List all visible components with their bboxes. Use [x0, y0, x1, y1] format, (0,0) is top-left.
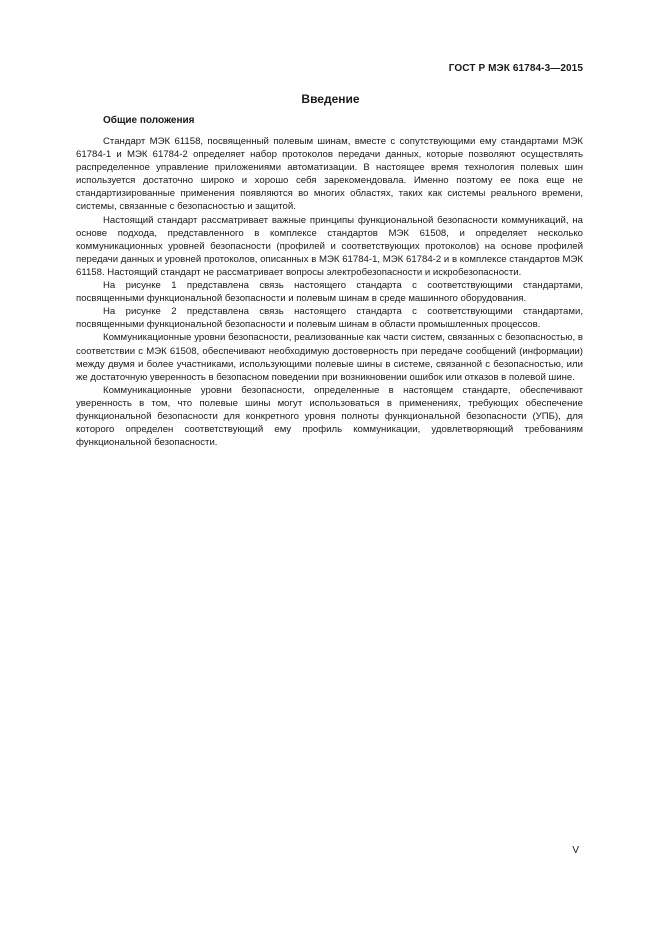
- subsection-title: Общие положения: [103, 115, 195, 126]
- paragraph: Коммуникационные уровни безопасности, реализованные как части систем, связанных с безопасностью, в соответствии с МЭК 61508, обеспечивают необходимую достоверность при передаче сообщений (информации) между двумя и более участниками, использующими полевые шины в системе, связанной с безопасностью, или же достаточную уверенность в безопасном поведении при возникновении ошибок или отказов в полевой шине.: [76, 332, 583, 383]
- paragraph: Стандарт МЭК 61158, посвященный полевым шинам, вместе с сопутствующими ему стандартами МЭК 61784-1 и МЭК 61784-2 определяет набор протоколов передачи данных, которые позволяют осуществлять распределенное управление приложениями автоматизации. В настоящее время технология полевых шин используется достаточно широко и хорошо себя зарекомендовала. Именно поэтому ее пока еще не стандартизированные применения появляются во многих областях, таких как системы реального времени, системы, связанные с безопасностью и защитой.: [76, 136, 583, 213]
- paragraph: Коммуникационные уровни безопасности, определенные в настоящем стандарте, обеспечивают уверенность в том, что полевые шины могут использоваться в применениях, требующих обеспечение функциональной безопасности для конкретного уровня полноты функциональной безопасности (УПБ), для которого определен соответствующий ему профиль коммуникации, удовлетворяющий требованиям функциональной безопасности.: [76, 384, 583, 449]
- standard-header: ГОСТ Р МЭК 61784-3—2015: [448, 63, 583, 74]
- page-number: V: [572, 845, 579, 856]
- paragraph: Настоящий стандарт рассматривает важные принципы функциональной безопасности коммуникаций, на основе подхода, представленного в комплексе стандартов МЭК 61508, и определяет несколько коммуникационных уровней безопасности (профилей и соответствующих протоколов) на основе профилей передачи данных и уровней протоколов, описанных в МЭК 61784-1, МЭК 61784-2 и в комплексе стандартов МЭК 61158. Настоящий стандарт не рассматривает вопросы электробезопасности и искробезопасности.: [76, 214, 583, 278]
- section-title: Введение: [301, 92, 360, 106]
- paragraph: На рисунке 2 представлена связь настоящего стандарта с соответствующими стандартами, посвященными функциональной безопасности и полевым шинам в области промышленных процессов.: [76, 306, 583, 331]
- paragraph: На рисунке 1 представлена связь настоящего стандарта с соответствующими стандартами, посвященными функциональной безопасности и полевым шинам в среде машинного оборудования.: [76, 280, 583, 305]
- body-text: [76, 135, 583, 449]
